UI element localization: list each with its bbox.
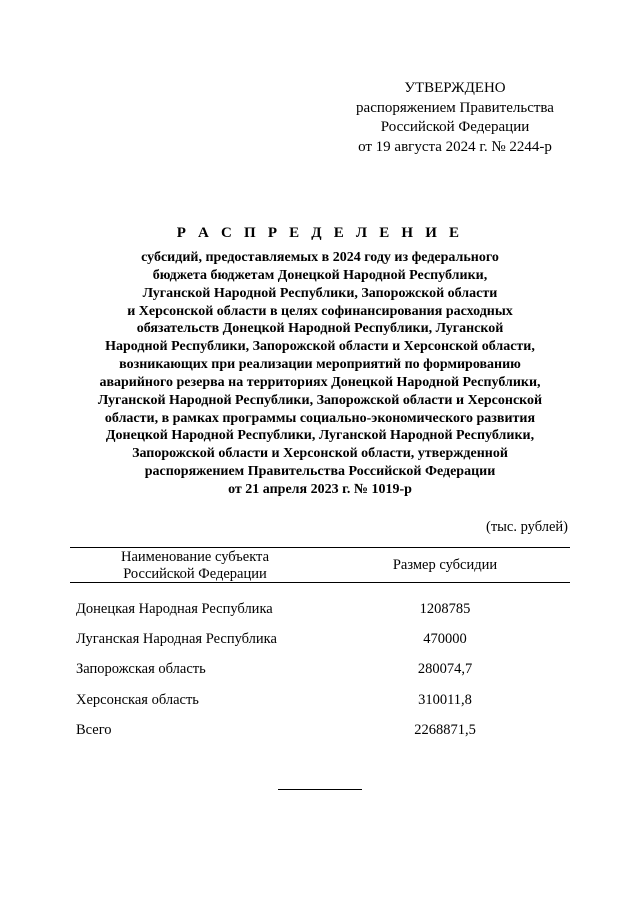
table-row <box>76 690 570 720</box>
subtitle-line: распоряжением Правительства Российской Федерации <box>144 464 496 480</box>
approval-stamp <box>340 79 570 157</box>
document-heading: Р А С П Р Е Д Е Л Е Н И Е <box>176 225 464 241</box>
table-header-rule <box>70 582 570 583</box>
subtitle-line: области, в рамках программы социально-экономического развития <box>104 410 536 426</box>
subtitle-line: от 21 апреля 2023 г. № 1019-р <box>228 481 412 497</box>
table-row <box>76 629 570 659</box>
column-header-subsidy: Размер субсидии <box>392 557 498 573</box>
approval-title: УТВЕРЖДЕНО <box>404 80 506 96</box>
units-label: (тыс. рублей) <box>486 519 568 535</box>
document-end-rule <box>278 789 362 790</box>
row-subject-name: Херсонская область <box>76 691 199 708</box>
row-subject-name: Луганская Народная Республика <box>76 631 277 648</box>
subtitle-line: Народной Республики, Запорожской области и Херсонской области, <box>105 339 535 355</box>
subtitle-line: бюджета бюджетам Донецкой Народной Республики, <box>152 267 488 283</box>
subtitle-line: Запорожской области и Херсонской области, утвержденной <box>132 446 508 462</box>
subtitle-line: возникающих при реализации мероприятий по формированию <box>119 357 521 373</box>
document-subtitle <box>70 249 570 499</box>
row-total-value: 2268871,5 <box>414 721 476 738</box>
subtitle-line: субсидий, предоставляемых в 2024 году из федерального <box>141 250 499 265</box>
table-body <box>76 599 570 750</box>
row-subsidy-value: 310011,8 <box>418 691 472 708</box>
row-subsidy-value: 470000 <box>423 631 467 648</box>
table-row <box>76 659 570 689</box>
row-total-label: Всего <box>76 721 112 738</box>
subtitle-line: и Херсонской области в целях софинансирования расходных <box>127 303 513 319</box>
approval-authority-line: распоряжением Правительства <box>356 99 554 116</box>
table-row <box>76 599 570 629</box>
row-subsidy-value: 1208785 <box>419 601 471 617</box>
subtitle-line: аварийного резерва на территориях Донецкой Народной Республики, <box>99 374 541 390</box>
row-subject-name: Донецкая Народная Республика <box>76 601 273 617</box>
row-subject-name: Запорожская область <box>76 661 206 678</box>
subtitle-line: обязательств Донецкой Народной Республики, Луганской <box>136 321 504 337</box>
approval-date-line: от 19 августа 2024 г. № 2244-р <box>358 138 552 155</box>
column-header-subject-line: Наименование субъекта <box>120 549 270 565</box>
column-header-subject-line: Российской Федерации <box>123 566 267 582</box>
column-header-subject <box>70 549 320 583</box>
table-row-total <box>76 720 570 750</box>
table-top-rule <box>70 547 570 548</box>
row-subsidy-value: 280074,7 <box>417 661 473 678</box>
approval-authority-line: Российской Федерации <box>380 119 530 135</box>
subtitle-line: Луганской Народной Республики, Запорожской области и Херсонской <box>97 392 543 408</box>
subtitle-line: Донецкой Народной Республики, Луганской Народной Республики, <box>105 428 535 444</box>
subtitle-line: Луганской Народной Республики, Запорожской области <box>142 285 498 301</box>
